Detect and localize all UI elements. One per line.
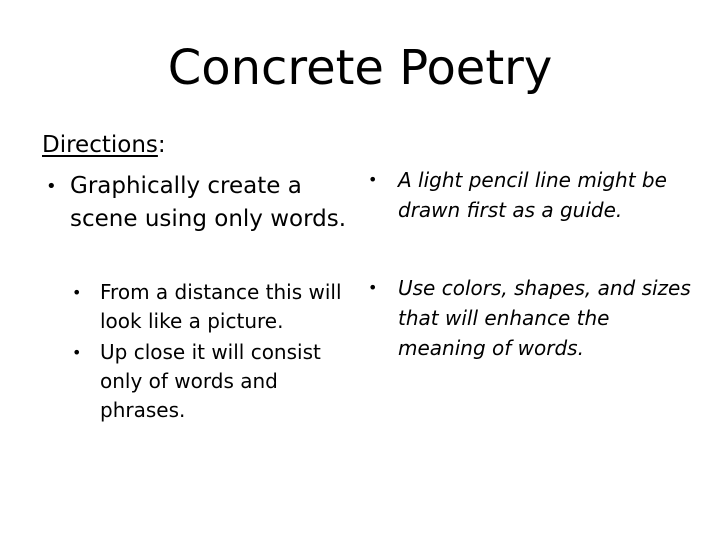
sub-bullet-text: From a distance this will look like a picture. [100, 280, 342, 333]
main-bullet-text: Graphically create a scene using only words. [70, 173, 347, 232]
tip-bullet-text: Use colors, shapes, and sizes that will enhance the meaning of words. [398, 276, 691, 360]
bullet-dot-icon: • [72, 283, 82, 302]
directions-heading-colon: : [157, 132, 166, 158]
tip-bullet-text: A light pencil line might be drawn first as a guide. [398, 168, 667, 222]
main-bullet [42, 170, 362, 236]
sub-bullet-list [70, 278, 360, 427]
directions-section [42, 130, 362, 236]
bullet-dot-icon: • [72, 343, 82, 362]
slide-title: Concrete Poetry [167, 40, 553, 96]
bullet-dot-icon: • [368, 278, 378, 297]
directions-heading [42, 130, 362, 160]
sub-bullet-text: Up close it will consist only of words and phrases. [100, 340, 321, 422]
sub-bullet [70, 278, 360, 336]
sub-bullet [70, 338, 360, 425]
tips-section [360, 165, 700, 363]
tip-bullet [360, 165, 700, 225]
bullet-dot-icon: • [46, 176, 57, 197]
tip-bullet [360, 273, 700, 363]
directions-heading-label: Directions [42, 132, 158, 158]
bullet-dot-icon: • [368, 170, 378, 189]
